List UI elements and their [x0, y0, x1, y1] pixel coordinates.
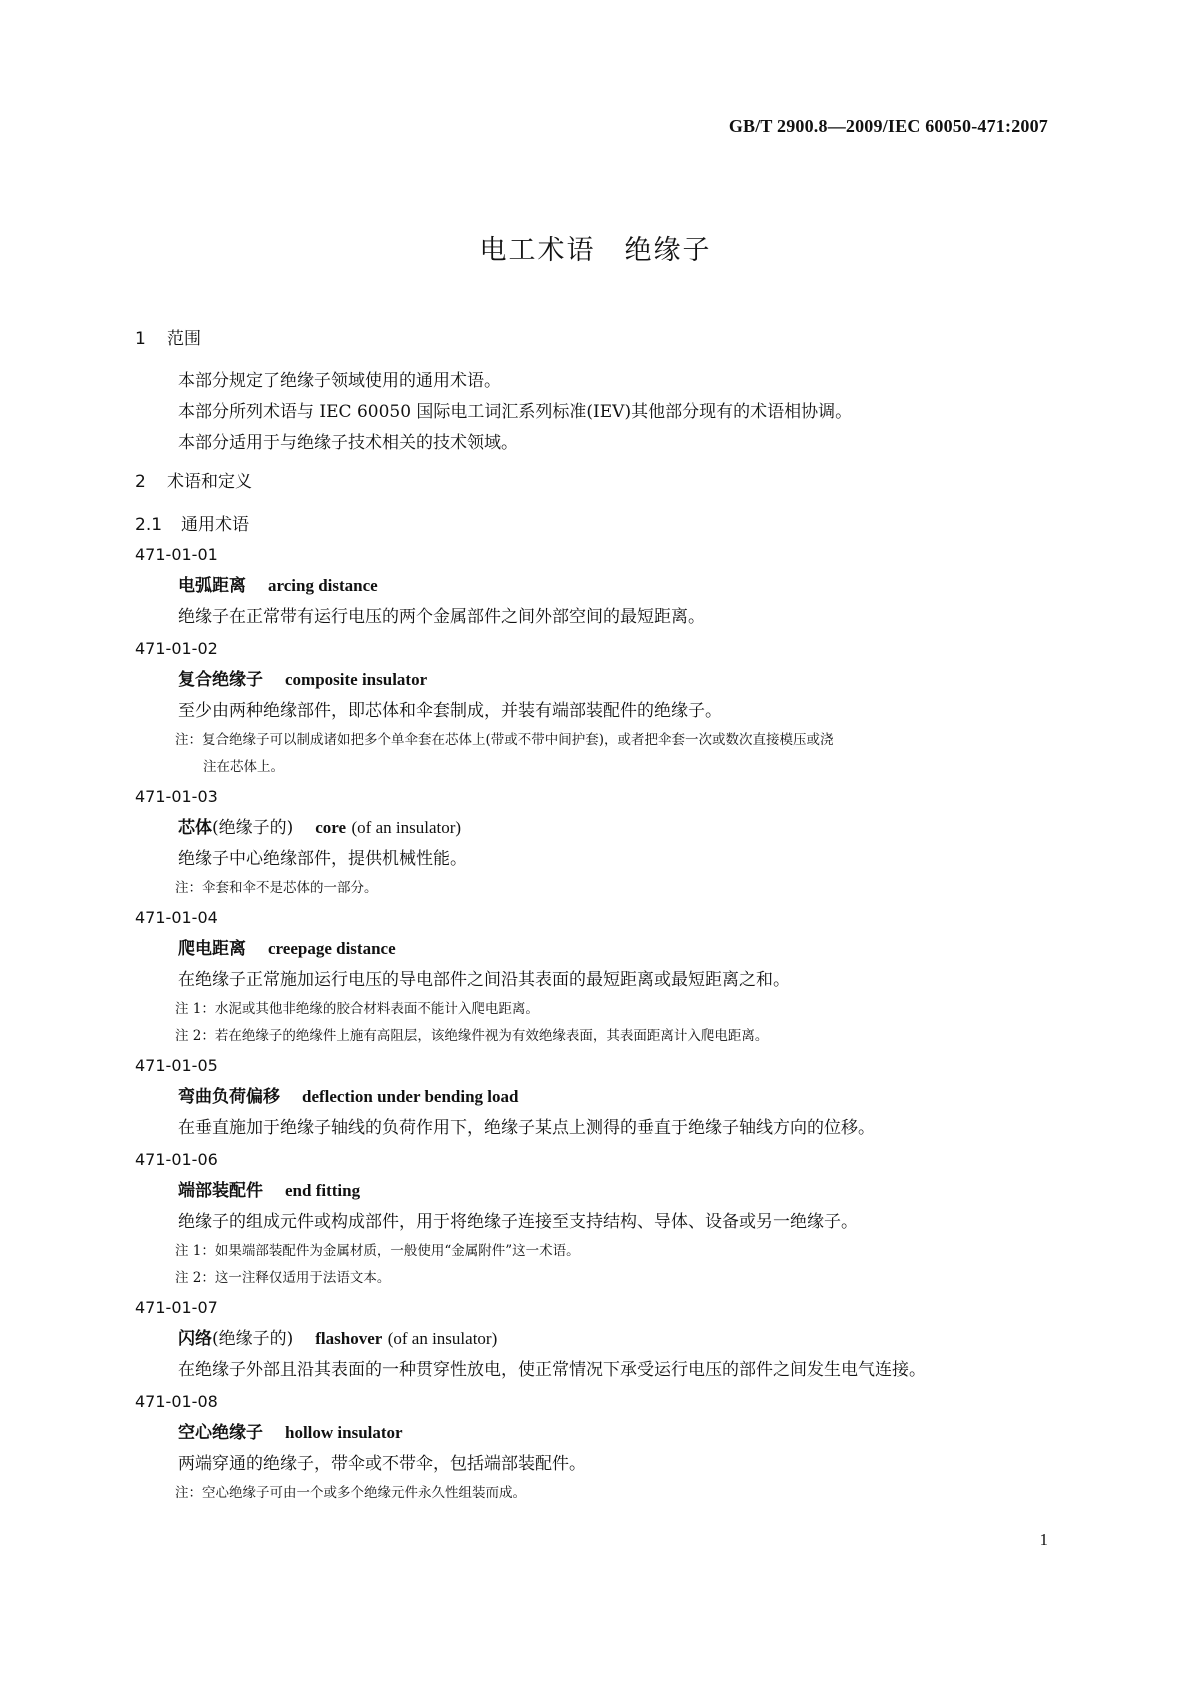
terms-list	[135, 539, 1057, 1507]
term-chinese-qualifier: (绝缘子的)	[212, 818, 294, 838]
document-title: 电工术语 绝缘子	[479, 235, 712, 266]
term-english: end fitting	[285, 1181, 361, 1200]
section-title: 范围	[167, 329, 201, 349]
term-entry	[135, 902, 1057, 1050]
subsection-heading-general-terms	[135, 514, 1057, 536]
term-entry	[135, 1386, 1057, 1507]
term-note-continuation: 注在芯体上。	[203, 759, 284, 775]
term-definition: 在垂直施加于绝缘子轴线的负荷作用下，绝缘子某点上测得的垂直于绝缘子轴线方向的位移。	[178, 1118, 875, 1138]
term-id: 471-01-06	[135, 1150, 218, 1169]
term-note: 注：空心绝缘子可由一个或多个绝缘元件永久性组装而成。	[175, 1485, 526, 1501]
section-number: 2	[135, 472, 146, 492]
section-heading-scope	[135, 328, 1057, 350]
term-english: flashover	[315, 1329, 383, 1348]
term-id: 471-01-03	[135, 787, 218, 806]
term-id: 471-01-02	[135, 639, 218, 658]
term-id: 471-01-01	[135, 545, 218, 564]
term-entry	[135, 1050, 1057, 1144]
term-entry	[135, 633, 1057, 781]
term-heading	[135, 664, 1057, 696]
term-definition: 在绝缘子外部且沿其表面的一种贯穿性放电，使正常情况下承受运行电压的部件之间发生电气连接。	[178, 1360, 926, 1380]
term-entry	[135, 781, 1057, 902]
term-entry	[135, 1292, 1057, 1386]
section-number: 2.1	[135, 515, 163, 535]
scope-paragraph: 本部分适用于与绝缘子技术相关的技术领域。	[178, 433, 518, 453]
term-definition: 绝缘子在正常带有运行电压的两个金属部件之间外部空间的最短距离。	[178, 607, 705, 627]
term-chinese: 弯曲负荷偏移	[178, 1087, 280, 1107]
term-entry	[135, 539, 1057, 633]
term-chinese: 空心绝缘子	[178, 1423, 263, 1443]
section-title: 通用术语	[181, 515, 249, 535]
term-note: 注：伞套和伞不是芯体的一部分。	[175, 880, 378, 896]
term-note: 注 1：如果端部装配件为金属材质，一般使用“金属附件”这一术语。	[175, 1243, 580, 1259]
term-note: 注 1：水泥或其他非绝缘的胶合材料表面不能计入爬电距离。	[175, 1001, 539, 1017]
term-definition: 两端穿通的绝缘子，带伞或不带伞，包括端部装配件。	[178, 1454, 586, 1474]
term-definition: 至少由两种绝缘部件，即芯体和伞套制成，并装有端部装配件的绝缘子。	[178, 701, 722, 721]
document-body	[135, 328, 1057, 1507]
term-english: deflection under bending load	[302, 1087, 519, 1106]
term-heading	[135, 812, 1057, 844]
term-heading	[135, 570, 1057, 602]
term-chinese: 端部装配件	[178, 1181, 263, 1201]
term-heading	[135, 1081, 1057, 1113]
term-chinese: 闪络	[178, 1329, 212, 1349]
term-id: 471-01-05	[135, 1056, 218, 1075]
term-english: hollow insulator	[285, 1423, 403, 1442]
section-title: 术语和定义	[167, 472, 252, 492]
term-chinese: 芯体	[178, 818, 212, 838]
section-heading-terms	[135, 471, 1057, 493]
term-chinese: 爬电距离	[178, 939, 246, 959]
term-heading	[135, 1323, 1057, 1355]
term-note: 注：复合绝缘子可以制成诸如把多个单伞套在芯体上(带或不带中间护套)，或者把伞套一次或数次直接模压或浇	[175, 732, 834, 748]
standard-code-header: GB/T 2900.8—2009/IEC 60050-471:2007	[728, 116, 1048, 136]
term-definition: 绝缘子中心绝缘部件，提供机械性能。	[178, 849, 467, 869]
term-english: arcing distance	[268, 576, 378, 595]
term-chinese: 电弧距离	[178, 576, 246, 596]
scope-paragraph: 本部分所列术语与 IEC 60050 国际电工词汇系列标准(IEV)其他部分现有的术语相协调。	[178, 402, 853, 422]
section-number: 1	[135, 329, 146, 349]
term-heading	[135, 1175, 1057, 1207]
term-note: 注 2：这一注释仅适用于法语文本。	[175, 1270, 391, 1286]
term-note: 注 2：若在绝缘子的绝缘件上施有高阻层，该绝缘件视为有效绝缘表面，其表面距离计入爬电距离。	[175, 1028, 769, 1044]
term-id: 471-01-07	[135, 1298, 218, 1317]
term-english-qualifier: (of an insulator)	[387, 1329, 498, 1348]
term-definition: 在绝缘子正常施加运行电压的导电部件之间沿其表面的最短距离或最短距离之和。	[178, 970, 790, 990]
term-id: 471-01-04	[135, 908, 218, 927]
term-english: composite insulator	[285, 670, 428, 689]
term-definition: 绝缘子的组成元件或构成部件，用于将绝缘子连接至支持结构、导体、设备或另一绝缘子。	[178, 1212, 858, 1232]
term-english: creepage distance	[268, 939, 396, 958]
term-heading	[135, 933, 1057, 965]
term-english-qualifier: (of an insulator)	[351, 818, 462, 837]
scope-paragraph: 本部分规定了绝缘子领域使用的通用术语。	[178, 371, 501, 391]
term-chinese: 复合绝缘子	[178, 670, 263, 690]
term-chinese-qualifier: (绝缘子的)	[212, 1329, 294, 1349]
term-entry	[135, 1144, 1057, 1292]
page-number: 1	[1039, 1530, 1048, 1549]
term-id: 471-01-08	[135, 1392, 218, 1411]
term-heading	[135, 1417, 1057, 1449]
term-english: core	[315, 818, 347, 837]
